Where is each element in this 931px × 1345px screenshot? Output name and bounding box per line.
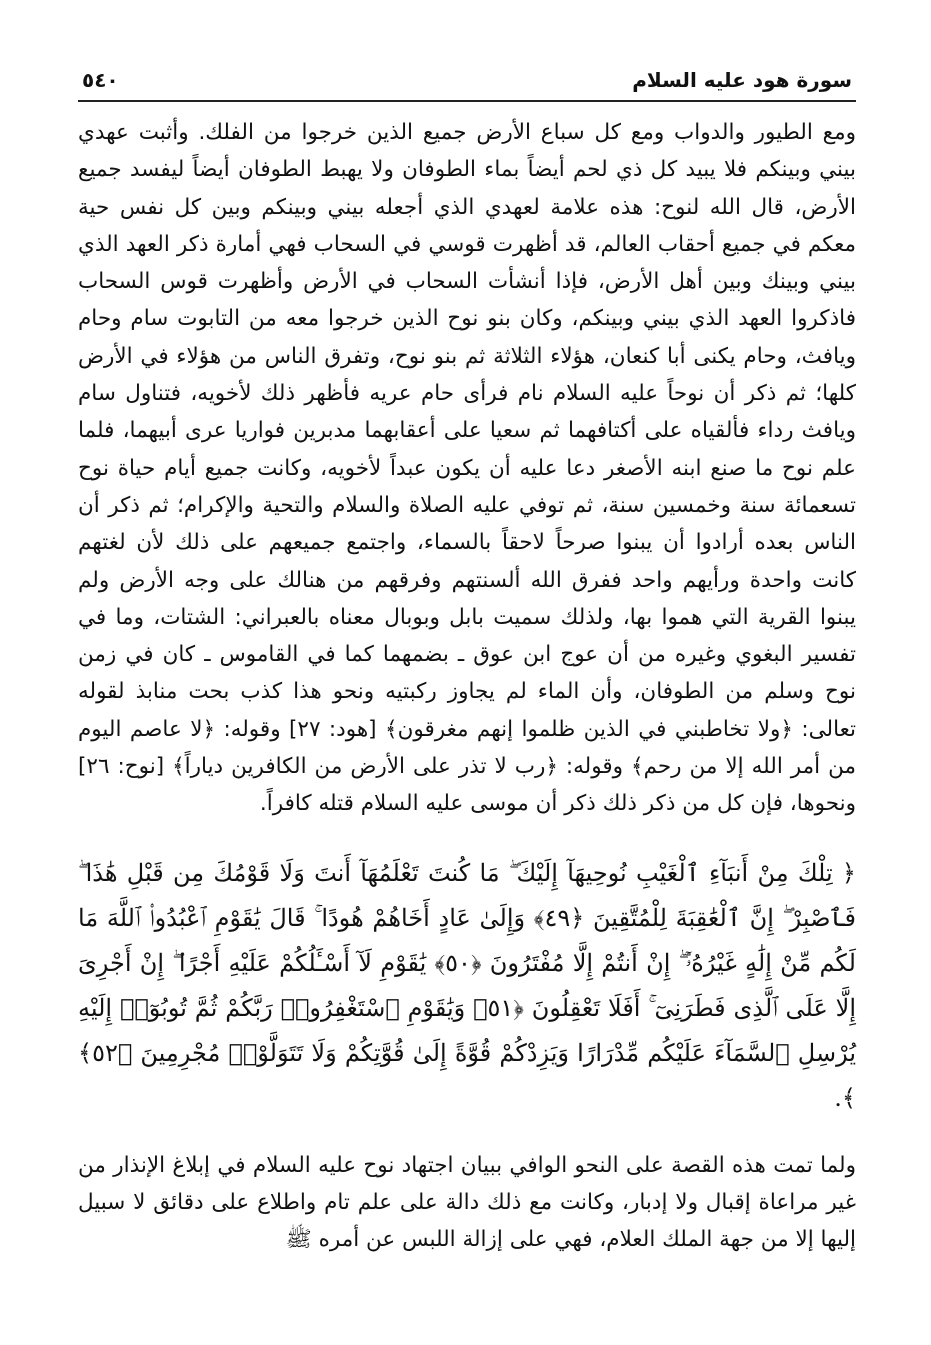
quran-passage	[78, 851, 856, 1121]
paragraph-text: ومع الطيور والدواب ومع كل سباع الأرض جميع الذين خرجوا من الفلك. وأثبت عهدي بيني وبينكم فلا يبيد كل ذي لحم أيضاً بماء الطوفان ولا يهبط الطوفان أيضاً ليفسد جميع الأرض، قال الله لنوح: هذه علامة لعهدي الذي أجعله بيني وبينكم وبين كل نفس حية معكم في جميع أحقاب العالم، قد أظهرت قوسي في السحاب فهي أمارة ذكر العهد الذي بيني وبينك وبين أهل الأرض، فإذا أنشأت السحاب في الأرض وأظهرت قوس السحاب فاذكروا العهد الذي بيني وبينكم، وكان بنو نوح الذين خرجوا معه من التابوت سام وحام ويافث، وحام يكنى أبا كنعان، هؤلاء الثلاثة ثم بنو نوح، وتفرق الناس من هؤلاء في الأرض كلها؛ ثم ذكر أن نوحاً عليه السلام نام فرأى حام عريه فأظهر ذلك لأخويه، فتناول سام ويافث رداء فألقياه على أكتافهما ثم سعيا على أعقابهما مدبرين فواريا عرى أبيهما، فلما علم نوح ما صنع ابنه الأصغر دعا عليه أن يكون عبداً لأخويه، وكانت جميع أيام حياة نوح تسعمائة سنة وخمسين سنة، ثم توفي عليه الصلاة والسلام والتحية والإكرام؛ ثم ذكر أن الناس بعده أرادوا أن يبنوا صرحاً لاحقاً بالسماء، واجتمع جميعهم على ذلك لأن لغتهم كانت واحدة ورأيهم واحد ففرق الله ألسنتهم وفرقهم من هنالك على وجه الأرض ولم يبنوا القرية التي هموا بها، ولذلك سميت بابل وبوبال معناه بالعبراني: الشتات، وما في تفسير البغوي وغيره من أن عوج ابن عوق ـ بضمهما كما في القاموس ـ كان في زمن نوح وسلم من الطوفان، وأن الماء لم يجاوز ركبتيه ونحو هذا كذب بحت منابذ لقوله تعالى: ﴿ولا تخاطبني في الذين ظلموا إنهم مغرقون﴾ [هود: ٢٧] وقوله: ﴿لا عاصم اليوم من أمر الله إلا من رحم﴾ وقوله: ﴿رب لا تذر على الأرض من الكافرين دياراً﴾ [نوح: ٢٦] ونحوها، فإن كل من ذكر ذلك ذكر أن موسى عليه السلام قتله كافراً.	[78, 120, 856, 817]
closing-text: ولما تمت هذه القصة على النحو الوافي ببيان اجتهاد نوح عليه السلام في إبلاغ الإنذار من غير مراعاة إقبال ولا إدبار، وكانت مع ذلك دالة على علم تام واطلاع على دقائق لا سبيل إليها إلا من جهة الملك العلام، فهي على إزالة اللبس عن أمره ﷺ	[78, 1152, 856, 1253]
running-title: سورة هود عليه السلام	[632, 68, 852, 92]
closing-paragraph	[78, 1147, 856, 1259]
book-page	[78, 62, 856, 1322]
page-header	[78, 62, 856, 102]
quran-verses: ﴿ تِلْكَ مِنْ أَنبَآءِ ٱلْغَيْبِ نُوحِيهَآ إِلَيْكَ ۖ مَا كُنتَ تَعْلَمُهَآ أَنتَ وَلَا قَوْمُكَ مِن قَبْلِ هَٰذَا ۖ فَٱصْبِرْ ۖ إِنَّ ٱلْعَٰقِبَةَ لِلْمُتَّقِينَ ﴿٤٩﴾ وَإِلَىٰ عَادٍ أَخَاهُمْ هُودًا ۚ قَالَ يَٰقَوْمِ ٱعْبُدُوا۟ ٱللَّهَ مَا لَكُم مِّنْ إِلَٰهٍ غَيْرُهُۥٓ ۖ إِنْ أَنتُمْ إِلَّا مُفْتَرُونَ ﴿٥٠﴾ يَٰقَوْمِ لَآ أَسْـَٔلُكُمْ عَلَيْهِ أَجْرًا ۖ إِنْ أَجْرِىَ إِلَّا عَلَى ٱلَّذِى فَطَرَنِىٓ ۚ أَفَلَا تَعْقِلُونَ ﴿٥١﴾ وَيَٰقَوْمِ ٱسْتَغْفِرُوا۟ رَبَّكُمْ ثُمَّ تُوبُوٓا۟ إِلَيْهِ يُرْسِلِ ٱلسَّمَآءَ عَلَيْكُم مِّدْرَارًا وَيَزِدْكُمْ قُوَّةً إِلَىٰ قُوَّتِكُمْ وَلَا تَتَوَلَّوْا۟ مُجْرِمِينَ ﴿٥٢﴾ ﴾.	[78, 858, 857, 1112]
main-paragraph	[78, 114, 856, 823]
page-number: ٥٤٠	[82, 68, 119, 92]
